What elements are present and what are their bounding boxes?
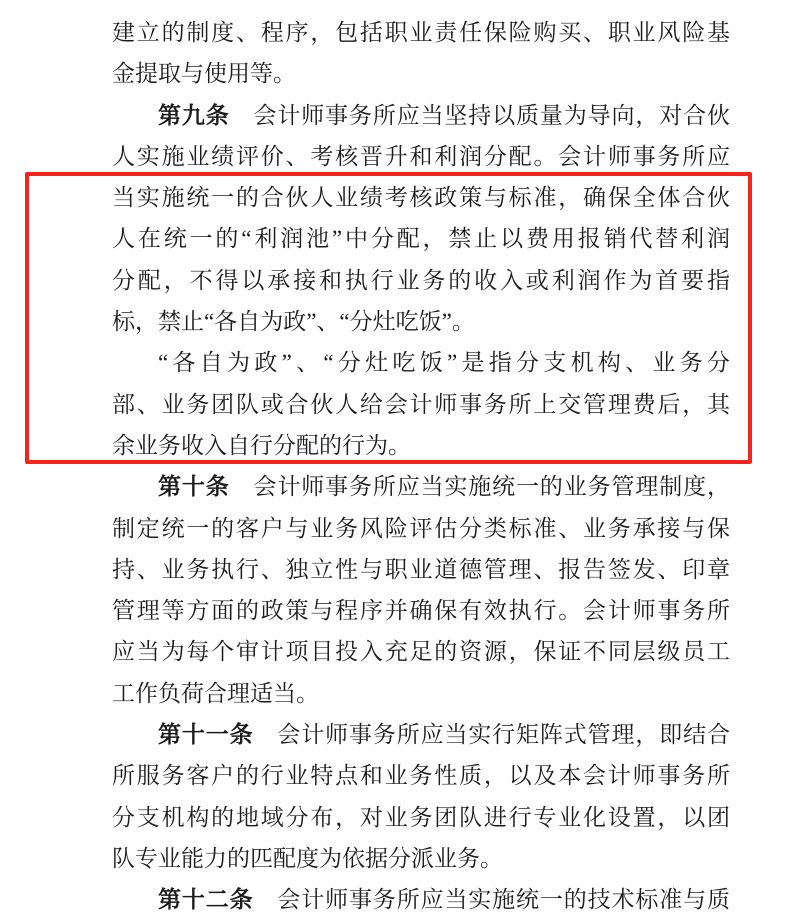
text-line: 分支机构的地域分布，对业务团队进行专业化设置，以团 xyxy=(112,804,730,830)
text-line: 标，禁止“各自为政”、“分灶吃饭”。 xyxy=(112,309,475,335)
text-line: 部、业务团队或合伙人给会计师事务所上交管理费后，其 xyxy=(112,391,730,417)
text-line: 分配，不得以承接和执行业务的收入或利润作为首要指 xyxy=(112,267,730,293)
text-line: 工作负荷合理适当。 xyxy=(112,680,319,706)
text-line: 第十二条 会计师事务所应当实施统一的技术标准与质 xyxy=(158,887,731,913)
text-line: 人实施业绩评价、考核晋升和利润分配。会计师事务所应 xyxy=(112,143,730,169)
article-number: 第十二条 xyxy=(158,887,254,913)
text-line: 人在统一的“利润池”中分配，禁止以费用报销代替利润 xyxy=(112,226,730,252)
text-line: 第九条 会计师事务所应当坚持以质量为导向，对合伙 xyxy=(158,102,731,128)
text-line: “各自为政”、“分灶吃饭”是指分支机构、业务分 xyxy=(158,350,730,376)
article-number: 第十一条 xyxy=(158,722,254,748)
text-line: 制定统一的客户与业务风险评估分类标准、业务承接与保 xyxy=(112,515,730,541)
article-number: 第十条 xyxy=(158,474,230,500)
text-line: 所服务客户的行业特点和业务性质，以及本会计师事务所 xyxy=(112,763,730,789)
text-line: 管理等方面的政策与程序并确保有效执行。会计师事务所 xyxy=(112,598,730,624)
text-line: 建立的制度、程序，包括职业责任保险购买、职业风险基 xyxy=(112,20,730,45)
text-line: 队专业能力的匹配度为依据分派业务。 xyxy=(112,845,503,871)
article-number: 第九条 xyxy=(158,102,230,128)
text-line: 余业务收入自行分配的行为。 xyxy=(112,432,411,458)
text-line: 第十条 会计师事务所应当实施统一的业务管理制度， xyxy=(158,474,731,500)
text-line: 当实施统一的合伙人业绩考核政策与标准，确保全体合伙 xyxy=(112,185,730,211)
document-text xyxy=(112,12,730,913)
text-line: 应当为每个审计项目投入充足的资源，保证不同层级员工 xyxy=(112,639,730,665)
text-line: 第十一条 会计师事务所应当实行矩阵式管理，即结合 xyxy=(158,722,731,748)
text-line: 金提取与使用等。 xyxy=(112,61,296,87)
text-line: 持、业务执行、独立性与职业道德管理、报告签发、印章 xyxy=(112,556,730,582)
